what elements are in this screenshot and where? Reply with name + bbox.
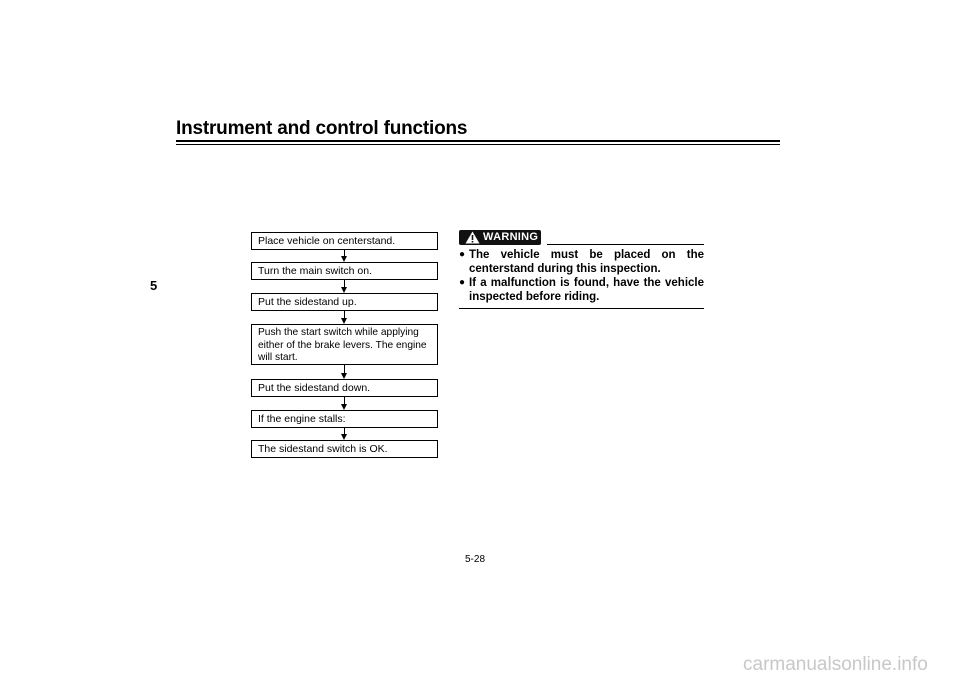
flow-step-7: The sidestand switch is OK. (251, 440, 438, 458)
flow-step-6: If the engine stalls: (251, 410, 438, 428)
warning-rule-bottom (459, 308, 704, 309)
flow-step-2: Turn the main switch on. (251, 262, 438, 280)
warning-item-text: The vehicle must be placed on the centerstand during this inspection. (469, 249, 704, 275)
flow-step-1: Place vehicle on centerstand. (251, 232, 438, 250)
warning-item (459, 248, 704, 276)
warning-label: WARNING (483, 231, 539, 243)
bullet-icon: ● (459, 249, 466, 260)
flow-step-5: Put the sidestand down. (251, 379, 438, 397)
title-rule-thick (176, 140, 780, 142)
page-number: 5-28 (465, 554, 486, 565)
warning-item-text: If a malfunction is found, have the vehicle inspected before riding. (469, 277, 704, 303)
warning-badge (459, 230, 541, 245)
flow-step-4: Push the start switch while applying either of the brake levers. The engine will start. (251, 324, 438, 365)
flow-connector-2 (344, 280, 345, 287)
page-title: Instrument and control functions (176, 118, 468, 139)
flow-step-3: Put the sidestand up. (251, 293, 438, 311)
warning-triangle-icon (465, 231, 480, 244)
warning-body (459, 248, 704, 304)
flow-connector-4 (344, 365, 345, 373)
flow-connector-5 (344, 397, 345, 404)
chapter-tab: 5 (150, 278, 158, 293)
flow-connector-3 (344, 311, 345, 318)
warning-rule-top (547, 244, 704, 245)
warning-item (459, 276, 704, 304)
watermark: carmanualsonline.info (743, 654, 928, 675)
bullet-icon: ● (459, 277, 466, 288)
title-rule-thin (176, 144, 780, 145)
